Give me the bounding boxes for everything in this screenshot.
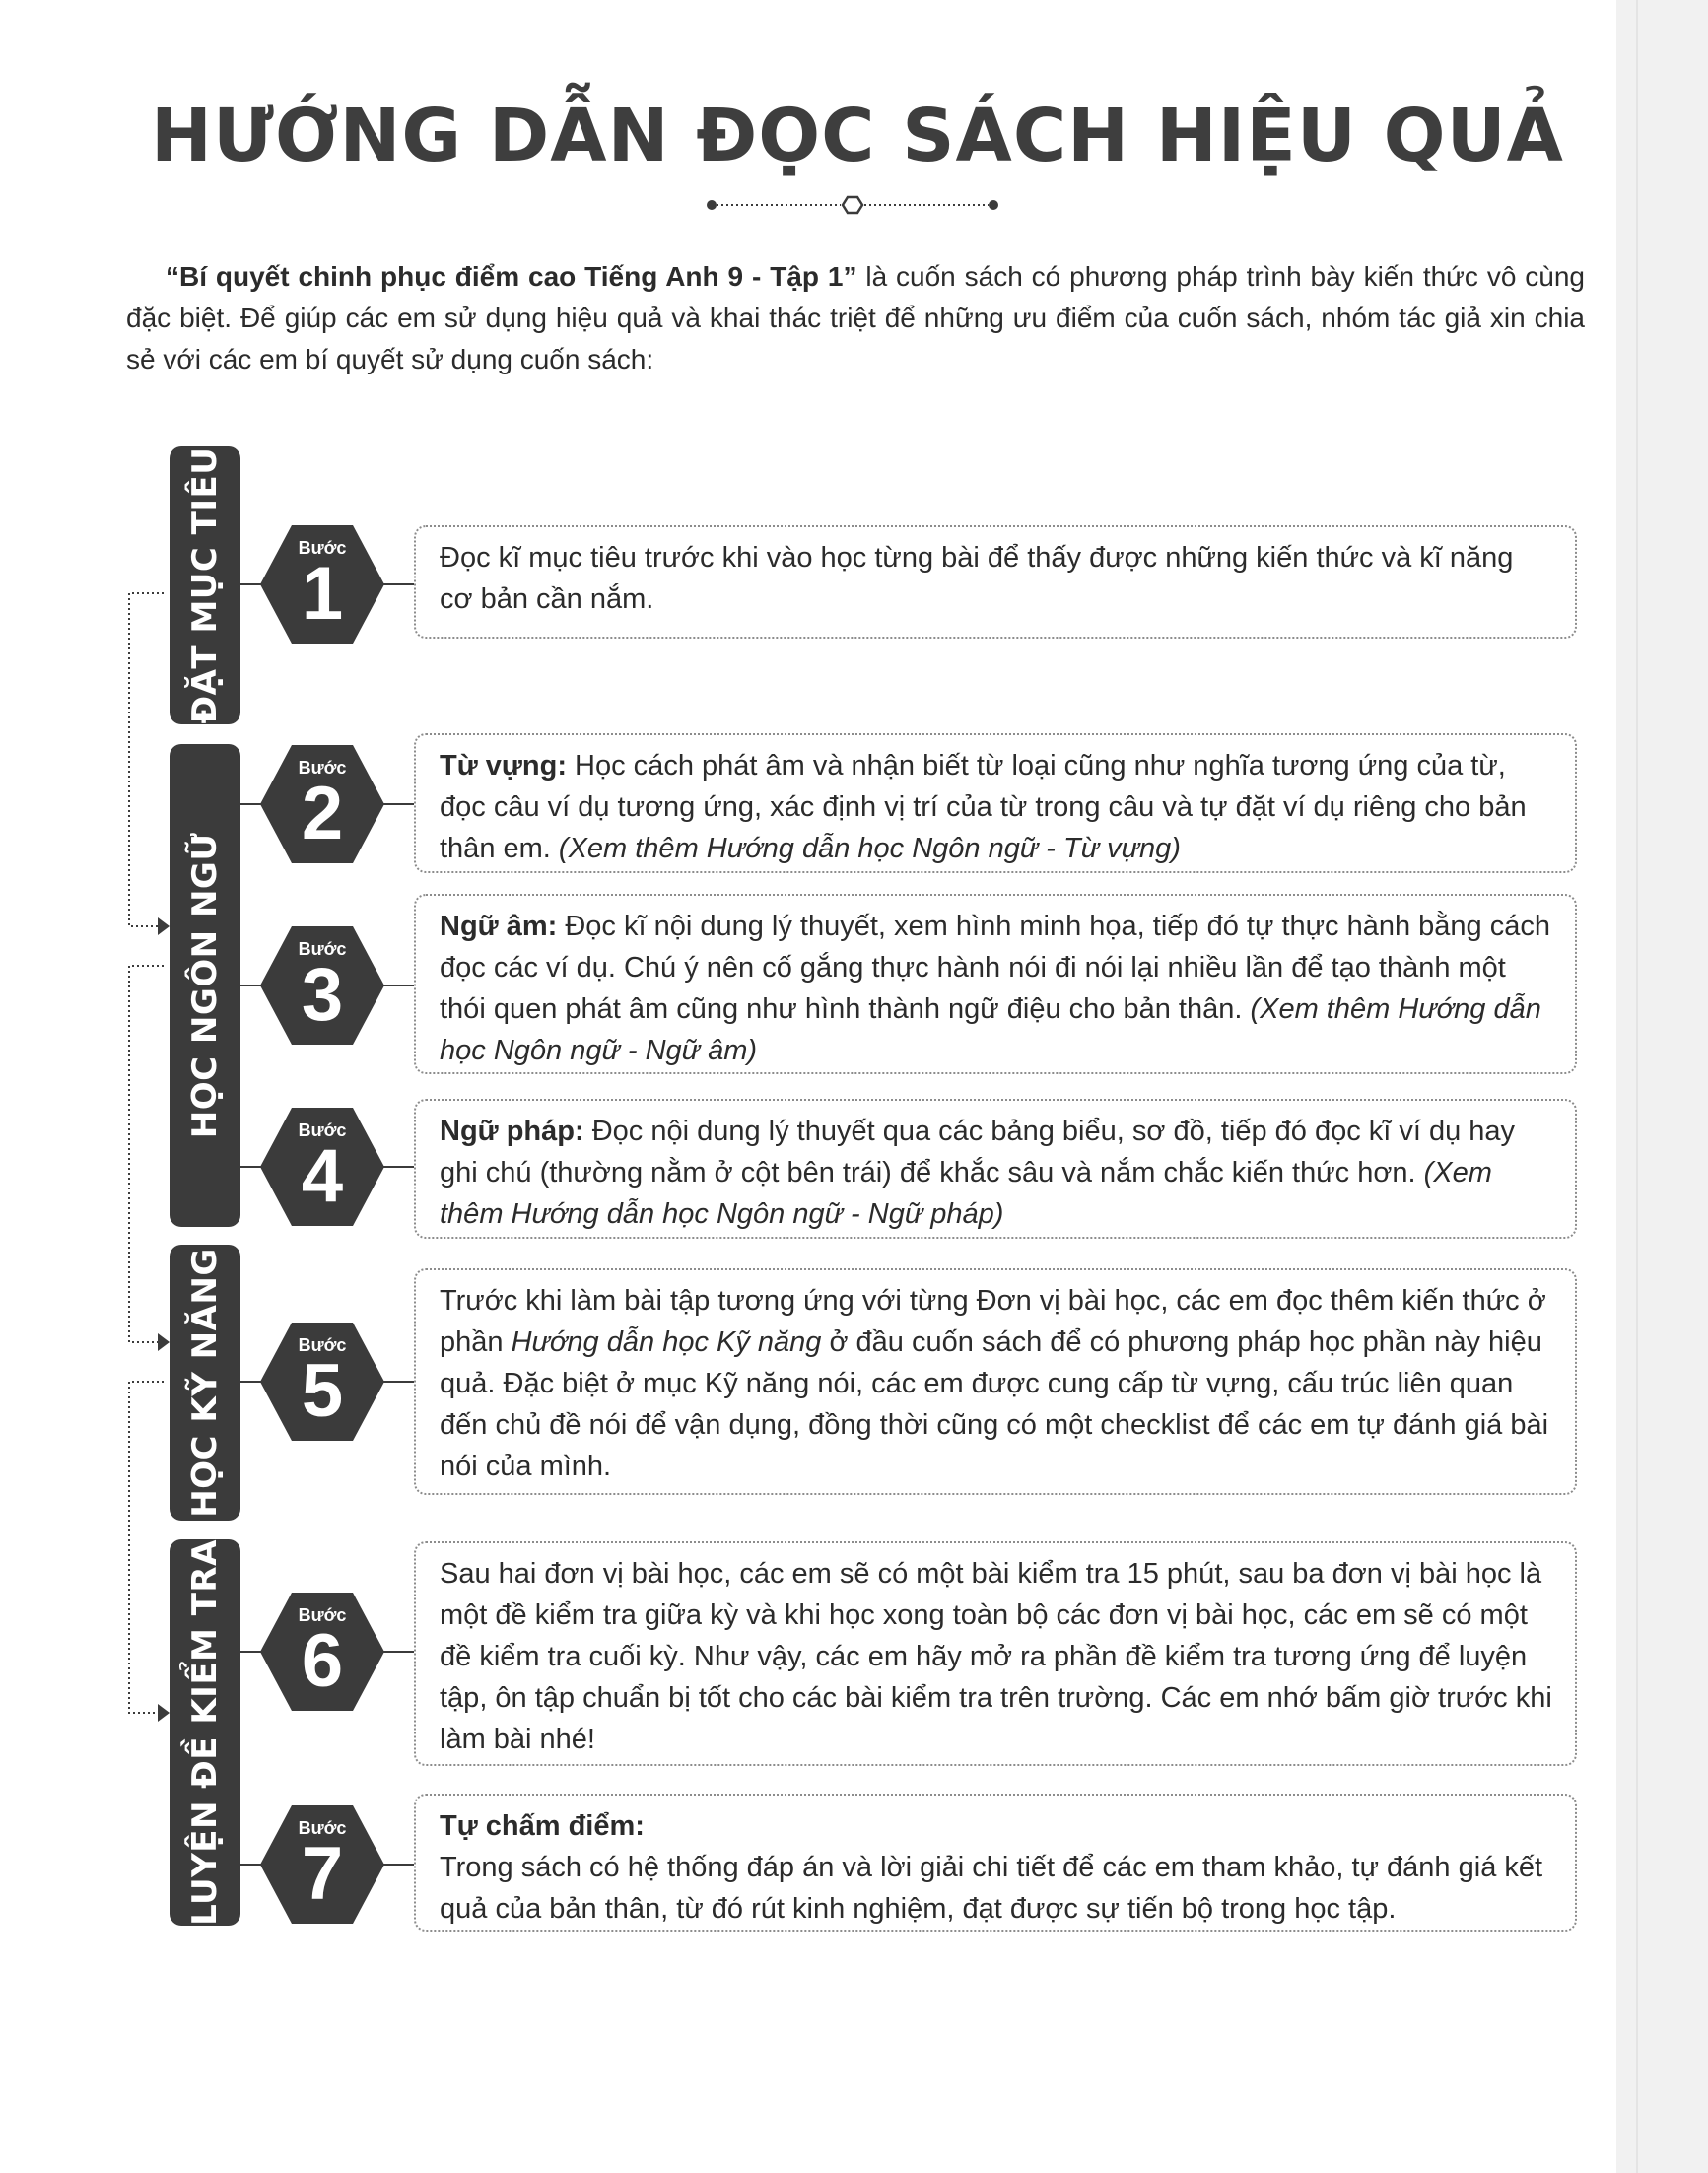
step-number: 7 [301, 1832, 344, 1916]
step-bold: Ngữ pháp: [440, 1116, 584, 1147]
section-connector [124, 581, 173, 1734]
step-box-1 [414, 525, 1577, 639]
step-prefix: Bước [298, 1120, 347, 1140]
step-italic: Hướng dẫn học Kỹ năng [511, 1326, 822, 1358]
step-prefix: Bước [298, 758, 347, 778]
section-label: HỌC NGÔN NGỮ [185, 832, 225, 1139]
step-text: Đọc kĩ mục tiêu trước khi vào học từng bài để thấy được những kiến thức và kĩ năng cơ bản cần nắm. [440, 542, 1514, 615]
step-box-6 [414, 1541, 1577, 1766]
title-ornament [705, 193, 1000, 217]
step-italic: (Xem thêm Hướng dẫn học Ngôn ngữ - Từ vựng) [558, 833, 1181, 864]
step-text: Sau hai đơn vị bài học, các em sẽ có một bài kiểm tra 15 phút, sau ba đơn vị bài học là một đề kiểm tra giữa kỳ và khi học xong toàn bộ các đơn vị bài học, các em sẽ có một đề kiểm tra cuối kỳ. Như vậy, các em hãy mở ra phần đề kiểm tra tương ứng để luyện tập, ôn tập chuẩn bị tốt cho các bài kiểm tra trên trường. Các em nhớ bấm giờ trước khi làm bài nhé! [440, 1558, 1552, 1755]
step-badge-6 [240, 1593, 423, 1711]
step-box-5 [414, 1268, 1577, 1495]
step-number: 4 [301, 1134, 344, 1218]
step-text: Trước khi làm bài tập tương ứng với từng Đơn vị bài học, các em đọc thêm kiến thức ở phần [440, 1285, 1546, 1358]
step-box-2 [414, 733, 1577, 873]
step-badge-4 [240, 1108, 423, 1226]
step-bold: Tự chấm điểm: [440, 1810, 645, 1842]
step-text: Đọc nội dung lý thuyết qua các bảng biểu, sơ đồ, tiếp đó đọc kĩ ví dụ hay ghi chú (thường nằm ở cột bên trái) để khắc sâu và nắm chắc kiến thức hơn. [440, 1116, 1516, 1188]
step-badge-5 [240, 1323, 423, 1441]
intro-paragraph [126, 256, 1585, 380]
intro-text: là cuốn sách có phương pháp trình bày kiến thức vô cùng đặc biệt. Để giúp các em sử dụng hiệu quả và khai thác triệt để những ưu điểm của cuốn sách, nhóm tác giả xin chia sẻ với các em bí quyết sử dụng cuốn sách: [126, 261, 1586, 374]
step-box-3 [414, 894, 1577, 1074]
step-text: Trong sách có hệ thống đáp án và lời giải chi tiết để các em tham khảo, tự đánh giá kết quả của bản thân, từ đó rút kinh nghiệm, đạt được sự tiến bộ trong học tập. [440, 1852, 1543, 1925]
step-badge-7 [240, 1805, 423, 1924]
section-bar-hoc-ky-nang [170, 1245, 240, 1521]
step-box-7 [414, 1794, 1577, 1932]
step-prefix: Bước [298, 538, 347, 558]
section-label: ĐẶT MỤC TIÊU [185, 446, 225, 724]
step-prefix: Bước [298, 939, 347, 959]
step-number: 6 [301, 1619, 344, 1703]
section-label: HỌC KỸ NĂNG [185, 1248, 225, 1518]
step-number: 2 [301, 772, 344, 855]
section-bar-luyen-de-kiem-tra [170, 1539, 240, 1926]
step-badge-3 [240, 926, 423, 1045]
step-number: 5 [301, 1349, 344, 1433]
step-number: 3 [301, 953, 344, 1037]
step-text: Đọc kĩ nội dung lý thuyết, xem hình minh họa, tiếp đó tự thực hành bằng cách đọc các ví dụ. Chú ý nên cố gắng thực hành nói đi nói lại nhiều lần để tạo thành một thói quen phát âm cũng như hình thành ngữ điệu cho bản thân. [440, 911, 1551, 1025]
step-number: 1 [301, 552, 344, 636]
section-bar-hoc-ngon-ngu [170, 744, 240, 1227]
page-title: HƯỚNG DẪN ĐỌC SÁCH HIỆU QUẢ [151, 94, 1564, 178]
step-prefix: Bước [298, 1335, 347, 1355]
step-box-4 [414, 1099, 1577, 1239]
step-badge-1 [240, 525, 423, 644]
page-edge [1636, 0, 1638, 2173]
step-bold: Ngữ âm: [440, 911, 558, 942]
step-prefix: Bước [298, 1605, 347, 1625]
section-label: LUYỆN ĐỀ KIỂM TRA [185, 1539, 225, 1926]
step-prefix: Bước [298, 1818, 347, 1838]
intro-book-title: “Bí quyết chinh phục điểm cao Tiếng Anh 9 - Tập 1” [166, 261, 857, 292]
step-italic: (Xem thêm Hướng dẫn học Ngôn ngữ - Ngữ pháp) [440, 1157, 1492, 1230]
step-italic: (Xem thêm Hướng dẫn học Ngôn ngữ - Ngữ âm) [440, 993, 1541, 1066]
step-text: Học cách phát âm và nhận biết từ loại cũng như nghĩa tương ứng của từ, đọc câu ví dụ tương ứng, xác định vị trí của từ trong câu và tự đặt ví dụ riêng cho bản thân em. [440, 750, 1527, 864]
step-badge-2 [240, 745, 423, 863]
section-bar-dat-muc-tieu [170, 446, 240, 724]
step-bold: Từ vựng: [440, 750, 567, 781]
step-text: ở đầu cuốn sách để có phương pháp học phần này hiệu quả. Đặc biệt ở mục Kỹ năng nói, các em được cung cấp từ vựng, cấu trúc liên quan đến chủ đề nói để vận dụng, đồng thời cũng có một checklist để các em tự đánh giá bài nói của mình. [440, 1326, 1549, 1482]
